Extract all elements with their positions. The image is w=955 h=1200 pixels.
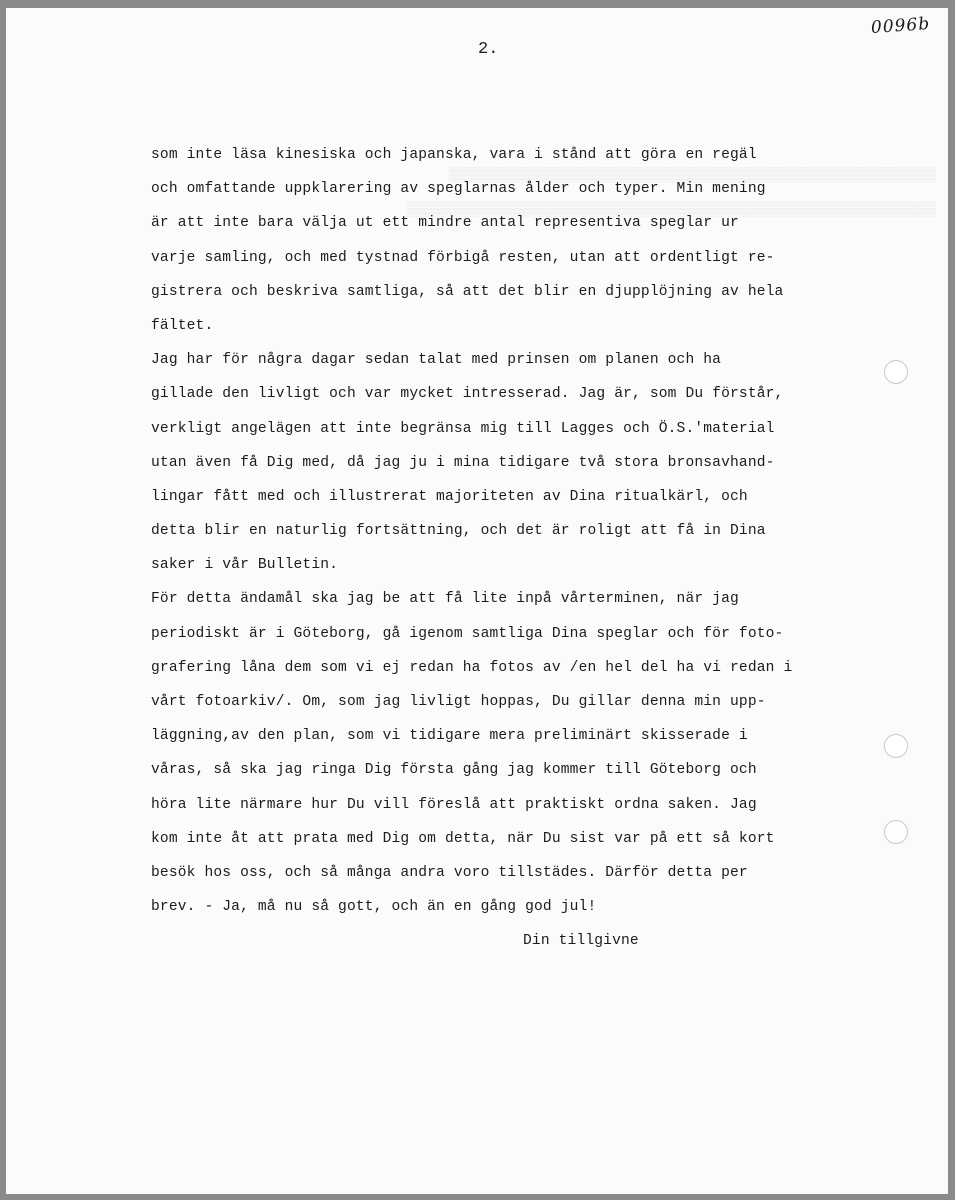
letter-line: grafering låna dem som vi ej redan ha fotos av /en hel del ha vi redan i bbox=[151, 659, 793, 676]
letter-line: Jag har för några dagar sedan talat med prinsen om planen och ha bbox=[151, 352, 722, 369]
letter-line: gistrera och beskriva samtliga, så att det blir en djupplöjning av hela bbox=[151, 283, 784, 300]
letter-line: höra lite närmare hur Du vill föreslå att praktiskt ordna saken. Jag bbox=[151, 796, 757, 813]
letter-line: saker i vår Bulletin. bbox=[151, 557, 339, 574]
letter-line: gillade den livligt och var mycket intresserad. Jag är, som Du förstår, bbox=[151, 386, 784, 403]
archive-number: 0096b bbox=[870, 13, 931, 39]
letter-line: besök hos oss, och så många andra voro tillstädes. Därför detta per bbox=[151, 864, 748, 881]
letter-line: våras, så ska jag ringa Dig första gång jag kommer till Göteborg och bbox=[151, 762, 757, 779]
letter-line: periodiskt är i Göteborg, gå igenom samtliga Dina speglar och för foto- bbox=[151, 625, 784, 642]
punch-hole bbox=[884, 734, 908, 758]
letter-line: fältet. bbox=[151, 317, 214, 334]
letter-line: lingar fått med och illustrerat majoriteten av Dina ritualkärl, och bbox=[151, 488, 748, 505]
document-page bbox=[6, 8, 948, 1194]
letter-line: vårt fotoarkiv/. Om, som jag livligt hoppas, Du gillar denna min upp- bbox=[151, 694, 766, 710]
bleed-line: ▒▒▒▒▒▒▒▒▒▒▒▒▒▒▒▒▒▒▒▒▒▒▒▒▒▒▒▒▒▒▒▒▒▒▒▒▒▒▒▒▒▒▒▒▒▒▒▒▒▒▒▒▒▒▒▒▒▒ bbox=[448, 168, 936, 184]
letter-line: och omfattande uppklarering av speglarnas ålder och typer. Min mening bbox=[151, 181, 766, 198]
letter-line: brev. - Ja, må nu så gott, och än en gång god jul! bbox=[151, 899, 597, 916]
letter-line: kom inte åt att prata med Dig om detta, när Du sist var på ett så kort bbox=[151, 830, 775, 847]
letter-line: detta blir en naturlig fortsättning, och det är roligt att få in Dina bbox=[151, 523, 766, 540]
letter-line: som inte läsa kinesiska och japanska, vara i stånd att göra en regäl bbox=[151, 147, 757, 163]
letter-line: är att inte bara välja ut ett mindre antal representiva speglar ur bbox=[151, 215, 739, 232]
letter-body bbox=[151, 138, 891, 959]
letter-line: läggning,av den plan, som vi tidigare mera preliminärt skisserade i bbox=[151, 728, 748, 745]
punch-hole bbox=[884, 820, 908, 844]
bleed-line: ▒▒▒▒▒▒▒▒▒▒▒▒▒▒▒▒▒▒▒▒▒▒▒▒▒▒▒▒▒▒▒▒▒▒▒▒▒▒▒▒▒▒▒▒▒▒▒▒▒▒▒▒▒▒▒▒▒▒▒▒▒▒▒ bbox=[406, 202, 936, 218]
letter-line: utan även få Dig med, då jag ju i mina tidigare två stora bronsavhand- bbox=[151, 454, 775, 471]
page-number: 2. bbox=[478, 40, 499, 59]
punch-hole bbox=[884, 360, 908, 384]
letter-line: verkligt angelägen att inte begränsa mig till Lagges och Ö.S.'material bbox=[151, 420, 775, 437]
letter-line: För detta ändamål ska jag be att få lite inpå vårterminen, när jag bbox=[151, 591, 739, 608]
letter-line: varje samling, och med tystnad förbigå resten, utan att ordentligt re- bbox=[151, 249, 775, 266]
signature-closing: Din tillgivne bbox=[523, 933, 639, 950]
